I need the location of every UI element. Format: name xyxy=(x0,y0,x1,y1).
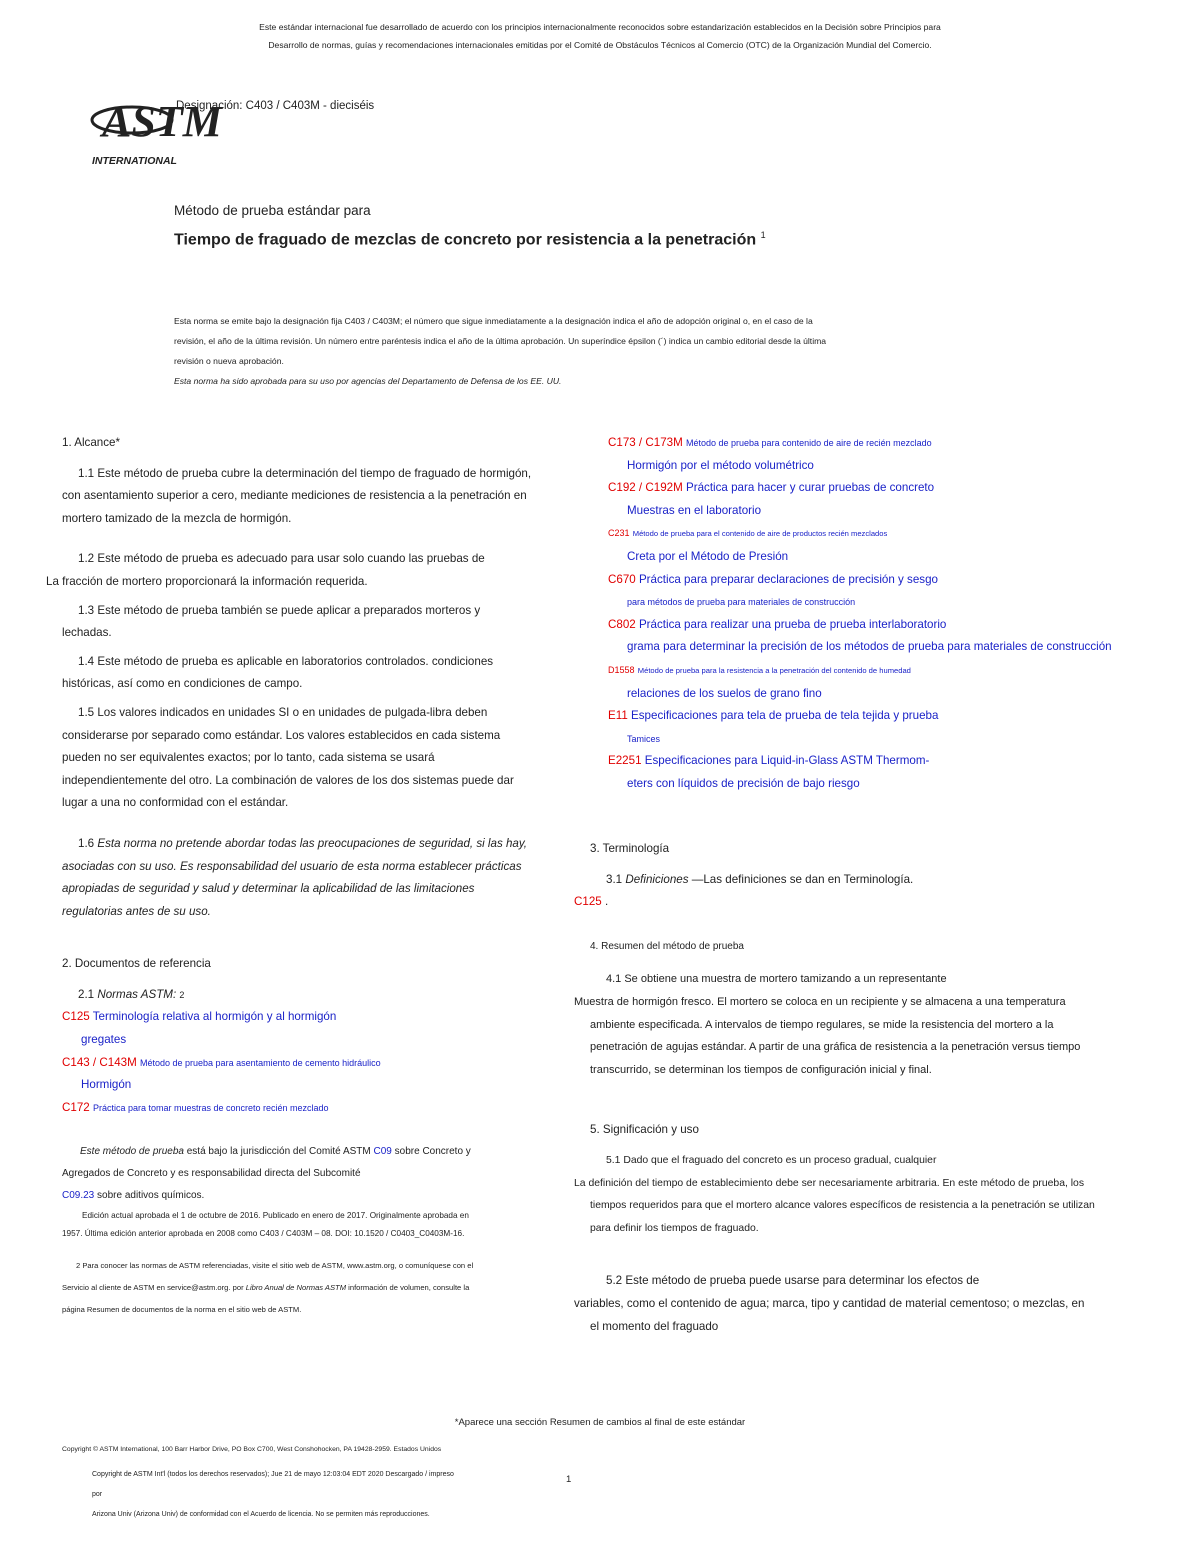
astm-logo xyxy=(88,82,222,168)
footnote-edition: Edición actual aprobada el 1 de octubre de 2016. Publicado en enero de 2017. Originalmente aprobada en 1957. Última edición anterior aprobada en 2008 como C403 / C403M – 08. DOI: 10.1520 / C0403_C0403M-16. xyxy=(62,1211,469,1239)
section-5-heading: 5. Significación y uso xyxy=(590,1123,699,1137)
reference-link[interactable]: C802 xyxy=(608,617,636,631)
para-5-2: 5.2 Este método de prueba puede usarse para determinar los efectos de variables, como el contenido de agua; marca, tipo y cantidad de material cementoso; o mezclas, en el momento del fraguado xyxy=(574,1274,1085,1333)
reference-link[interactable]: C172 xyxy=(62,1100,90,1114)
para-1-3: 1.3 Este método de prueba también se puede aplicar a preparados morteros y lechadas. xyxy=(62,603,481,640)
reference-item: C192 / C192M Práctica para hacer y curar pruebas de concreto Muestras en el laboratorio xyxy=(608,481,935,517)
reference-item: C670 Práctica para preparar declaraciones de precisión y sesgo para métodos de prueba para materiales de construcción xyxy=(608,572,938,608)
section-4-heading: 4. Resumen del método de prueba xyxy=(590,940,744,952)
reference-link[interactable]: E2251 xyxy=(608,754,642,768)
download-notice: Copyright de ASTM Int'l (todos los derechos reservados); Jue 21 de mayo 12:03:04 EDT 2020 Descargado / impreso por Arizona Univ (Arizona Univ) de conformidad con el Acuerdo de licencia. No se permiten más reproducciones. xyxy=(92,1471,454,1518)
astm-logo-icon xyxy=(88,82,222,168)
right-column-sections xyxy=(574,838,1095,1338)
para-1-5: 1.5 Los valores indicados en unidades SI o en unidades de pulgada-libra deben considerarse por separado como estándar. Los valores establecidos en cada sistema pueden no ser equivalentes exactos; por lo tanto, cada sistema se usará independientemente del otro. La combinación de valores de los dos sistemas puede dar lugar a una no conformidad con el estándar. xyxy=(62,705,514,810)
dod-approval-note: Esta norma ha sido aprobada para su uso por agencias del Departamento de Defensa de los EE. UU. xyxy=(174,376,562,386)
reference-item: C802 Práctica para realizar una prueba de prueba interlaboratorio grama para determinar la precisión de los métodos de prueba para materiales de construcción xyxy=(608,617,1112,654)
issued-note: Esta norma se emite bajo la designación fija C403 / C403M; el número que sigue inmediatamente a la designación indica el año de adopción original o, en el caso de la revisión, el año de la última revisión. Un número entre paréntesis indica el año de la última aprobación. Un superíndice épsilon (´) indica un cambio editorial desde la última revisión o nueva aprobación. xyxy=(174,316,827,366)
section-1-heading: 1. Alcance* xyxy=(62,436,121,449)
standard-type: Método de prueba estándar para xyxy=(174,203,371,218)
committee-link[interactable]: C09 xyxy=(373,1146,392,1158)
subcommittee-link[interactable]: C09.23 xyxy=(62,1190,95,1202)
reference-item: C125 Terminología relativa al hormigón y al hormigón gregates xyxy=(62,1010,337,1047)
page-number: 1 xyxy=(566,1474,572,1485)
reference-link[interactable]: D1558 xyxy=(608,664,635,675)
para-5-1: 5.1 Dado que el fraguado del concreto es un proceso gradual, cualquier La definición del tiempo de establecimiento debe ser necesariamente arbitraria. En este método de prueba, los tiempos requeridos para que el mortero alcance valores específicos de resistencia a la penetración se utilizan para definir los tiempos de fraguado. xyxy=(574,1154,1095,1234)
reference-link[interactable]: C173 / C173M xyxy=(608,436,683,449)
terminology-link[interactable]: C125 xyxy=(574,895,602,909)
international-standard-note: Este estándar internacional fue desarrollado de acuerdo con los principios internacionalmente reconocidos sobre estandarización establecidos en la Decisión sobre Principios para Desarrollo de normas, guías y recomendaciones internacionales emitidas por el Comité de Obstáculos Técnicos al Comercio (OTC) de la Organización Mundial del Comercio. xyxy=(259,22,941,50)
reference-item: C172 Práctica para tomar muestras de concreto recién mezclado xyxy=(62,1100,329,1114)
title-footnote-ref[interactable]: 1 xyxy=(760,230,766,240)
reference-item: E11 Especificaciones para tela de prueba de tela tejida y prueba Tamices xyxy=(608,709,939,744)
page-title: Tiempo de fraguado de mezclas de concreto por resistencia a la penetración $^1$ xyxy=(174,230,766,249)
reference-link[interactable]: C670 xyxy=(608,572,636,586)
reference-link[interactable]: C192 / C192M xyxy=(608,481,683,495)
reference-link[interactable]: C231 xyxy=(608,528,630,539)
reference-link[interactable]: C125 xyxy=(62,1010,90,1024)
para-1-2: 1.2 Este método de prueba es adecuado para usar solo cuando las pruebas de La fracción de mortero proporcionará la información requerida. xyxy=(46,552,485,588)
para-1-6: 1.6 Esta norma no pretende abordar todas las preocupaciones de seguridad, si las hay, asociadas con su uso. Es responsabilidad del usuario de esta norma establecer prácticas apropiadas de seguridad y salud y determinar la aplicabilidad de las limitaciones regulatorias antes de su uso. xyxy=(62,836,528,918)
para-1-4: 1.4 Este método de prueba es aplicable en laboratorios controlados. condiciones históricas, así como en condiciones de campo. xyxy=(62,654,494,691)
reference-item: C231 Método de prueba para el contenido de aire de productos recién mezclados Creta por el Método de Presión xyxy=(608,528,888,563)
reference-item: C173 / C173M Método de prueba para contenido de aire de recién mezclado Hormigón por el método volumétrico xyxy=(608,436,932,472)
para-3-1: 3.1 Definiciones —Las definiciones se dan en Terminología. C125 . xyxy=(574,872,914,909)
left-column xyxy=(46,432,532,1321)
svg-text:ASTM: ASTM xyxy=(102,97,222,146)
svg-text:INTERNATIONAL: INTERNATIONAL xyxy=(92,155,177,167)
reference-link[interactable]: C143 / C143M xyxy=(62,1055,137,1069)
copyright-line: Copyright © ASTM International, 100 Barr Harbor Drive, PO Box C700, West Conshohocken, PA 19428-2959. Estados Unidos xyxy=(62,1446,442,1453)
footnote-2: 2 Para conocer las normas de ASTM referenciadas, visite el sitio web de ASTM, www.astm.org, o comuníquese con el Servicio al cliente de ASTM en service@astm.org. por Libro Anual de Normas ASTM información de volumen, consulte la página Resumen de documentos de la norma en el sitio web de ASTM. xyxy=(62,1261,474,1315)
section-3-heading: 3. Terminología xyxy=(590,842,670,855)
summary-of-changes-note: *Aparece una sección Resumen de cambios al final de este estándar xyxy=(454,1417,746,1428)
designation: Designación: C403 / C403M - dieciséis xyxy=(176,100,375,112)
right-column-refs xyxy=(608,432,1113,796)
reference-item: E2251 Especificaciones para Liquid-in-Glass ASTM Thermom- eters con líquidos de precisión de bajo riesgo xyxy=(608,754,930,790)
reference-item: D1558 Método de prueba para la resistencia a la penetración del contenido de humedad relaciones de los suelos de grano fino xyxy=(608,664,911,700)
para-4-1: 4.1 Se obtiene una muestra de mortero tamizando a un representante Muestra de hormigón fresco. El mortero se coloca en un recipiente y se almacena a una temperatura ambiente especificada. A intervalos de tiempo regulares, se mide la resistencia del mortero a la penetración de agujas estándar. A partir de una gráfica de resistencia a la penetración versus tiempo transcurrido, se determinan los tiempos de configuración inicial y final. xyxy=(574,973,1081,1076)
reference-item: C143 / C143M Método de prueba para asentamiento de cemento hidráulico Hormigón xyxy=(62,1055,381,1092)
para-2-1: 2.1 Normas ASTM: 2 xyxy=(78,987,185,1001)
section-2-heading: 2. Documentos de referencia xyxy=(62,957,211,971)
para-1-1: 1.1 Este método de prueba cubre la determinación del tiempo de fraguado de hormigón, con asentamiento superior a cero, mediante mediciones de resistencia a la penetración en mortero tamizado de la mezcla de hormigón. xyxy=(62,466,532,525)
reference-link[interactable]: E11 xyxy=(608,709,628,723)
footnote-1: Este método de prueba está bajo la jurisdicción del Comité ASTM C09 sobre Concreto y Agregados de Concreto y es responsabilidad directa del Subcomité C09.23 sobre aditivos químicos. xyxy=(62,1146,471,1202)
